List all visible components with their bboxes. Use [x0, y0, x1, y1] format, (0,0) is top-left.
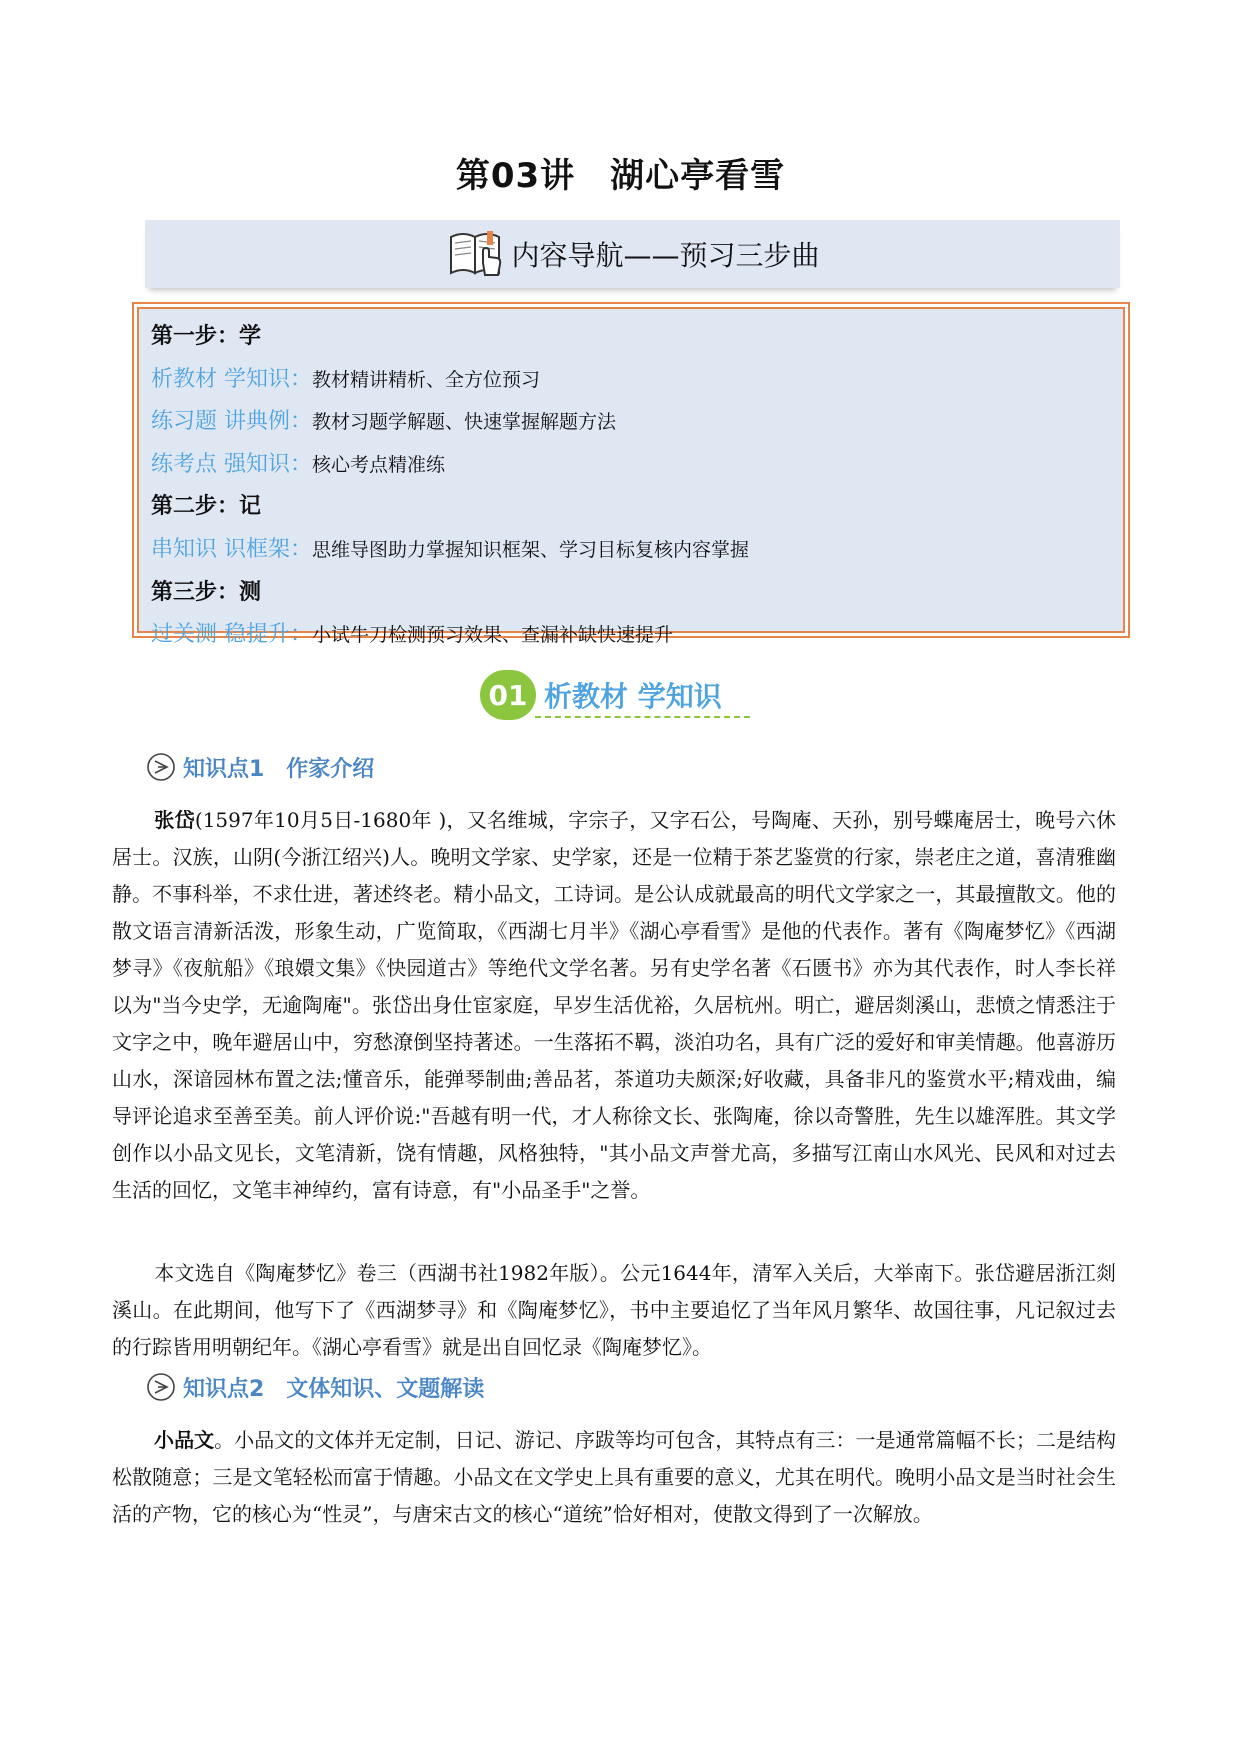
page-title: 第03讲 湖心亭看雪: [455, 156, 786, 196]
author-name: 张岱: [154, 808, 195, 832]
step-item-desc: 思维导图助力掌握知识框架、学习目标复核内容掌握: [312, 538, 750, 561]
book-pointer-icon: [445, 223, 507, 285]
section-title: 析教材 学知识: [544, 680, 722, 713]
step-item-desc: 核心考点精准练: [312, 453, 446, 476]
source-text: 本文选自《陶庵梦忆》卷三（西湖书社1982年版）。公元1644年，清军入关后，大举南下。张岱避居浙江剡溪山。在此期间，他写下了《西湖梦寻》和《陶庵梦忆》，书中主要追忆了当年风月繁华、故国往事，凡记叙过去的行踪皆用明朝纪年。《湖心亭看雪》就是出自回忆录《陶庵梦忆》。: [112, 1261, 1116, 1359]
arrow-circle-icon: [145, 1370, 179, 1404]
step-heading: [151, 315, 1123, 358]
step-heading: [151, 485, 1123, 528]
step-heading-text: 第一步：学: [151, 324, 262, 349]
knowledge-point-2-header: [145, 1370, 484, 1404]
step-item: [151, 358, 1123, 401]
step-item-label: 练习题 讲典例：: [151, 409, 312, 435]
step-item: [151, 613, 1123, 656]
step-item-desc: 教材习题学解题、快速掌握解题方法: [312, 411, 617, 434]
author-intro-paragraph: [112, 802, 1116, 1209]
genre-name: 小品文: [154, 1428, 215, 1452]
knowledge-point-1-header: [145, 750, 374, 784]
nav-title: 内容导航——预习三步曲: [511, 239, 820, 272]
source-paragraph: [112, 1255, 1116, 1366]
step-item-label: 串知识 识框架：: [151, 536, 312, 562]
step-item-label: 析教材 学知识：: [151, 366, 312, 392]
step-item-desc: 教材精讲精析、全方位预习: [312, 368, 541, 391]
arrow-circle-icon: [145, 750, 179, 784]
steps-list: [137, 307, 1125, 648]
section-header: [480, 668, 722, 722]
step-heading-text: 第二步：记: [151, 494, 262, 520]
step-item-desc: 小试牛刀检测预习效果、查漏补缺快速提升: [312, 624, 674, 647]
step-item-label: 过关测 稳提升：: [151, 622, 312, 648]
genre-text: 。小品文的文体并无定制，日记、游记、序跋等均可包含，其特点有三：一是通常篇幅不长；二是结构松散随意；三是文笔轻松而富于情趣。小品文在文学史上具有重要的意义，尤其在明代。晚明小品文是当时社会生活的产物，它的核心为“性灵”，与唐宋古文的核心“道统”恰好相对，使散文得到了一次解放。: [112, 1428, 1117, 1526]
step-item: [151, 528, 1123, 571]
step-item: [151, 400, 1123, 443]
knowledge-point-2-title: 知识点2 文体知识、文题解读: [183, 1376, 485, 1402]
section-number: 01: [480, 670, 536, 720]
author-intro-text: (1597年10月5日-1680年 )，又名维城，字宗子，又字石公，号陶庵、天孙，别号蝶庵居士，晚号六休居士。汉族，山阴(今浙江绍兴)人。晚明文学家、史学家，还是一位精于茶艺鉴赏的行家，崇老庄之道，喜清雅幽静。不事科举，不求仕进，著述终老。精小品文，工诗词。是公认成就最高的明代文学家之一，其最擅散文。他的散文语言清新活泼，形象生动，广览简取，《西湖七月半》《湖心亭看雪》是他的代表作。著有《陶庵梦忆》《西湖梦寻》《夜航船》《琅嬛文集》《快园道古》等绝代文学名著。另有史学名著《石匮书》亦为其代表作，时人李长祥以为"当今史学，无逾陶庵"。张岱出身仕宦家庭，早岁生活优裕，久居杭州。明亡，避居剡溪山，悲愤之情悉注于文字之中，晚年避居山中，穷愁潦倒坚持著述。一生落拓不羁，淡泊功名，具有广泛的爱好和审美情趣。他喜游历山水，深谙园林布置之法;懂音乐，能弹琴制曲;善品茗，茶道功夫颇深;好收藏，具备非凡的鉴赏水平;精戏曲，编导评论追求至善至美。前人评价说:"吾越有明一代，才人称徐文长、张陶庵，徐以奇警胜，先生以雄浑胜。其文学创作以小品文见长，文笔清新，饶有情趣，风格独特，"其小品文声誉尤高，多描写江南山水风光、民风和对过去生活的回忆，文笔丰神绰约，富有诗意，有"小品圣手"之誉。: [112, 808, 1116, 1202]
section-divider: [535, 716, 750, 718]
step-item-label: 练考点 强知识：: [151, 451, 312, 477]
knowledge-point-1-title: 知识点1 作家介绍: [183, 756, 375, 782]
steps-box: [132, 302, 1130, 648]
genre-paragraph: [112, 1422, 1116, 1533]
step-item: [151, 443, 1123, 486]
step-heading-text: 第三步：测: [151, 579, 262, 605]
content-nav-banner: [145, 220, 1120, 288]
step-heading: [151, 571, 1123, 614]
